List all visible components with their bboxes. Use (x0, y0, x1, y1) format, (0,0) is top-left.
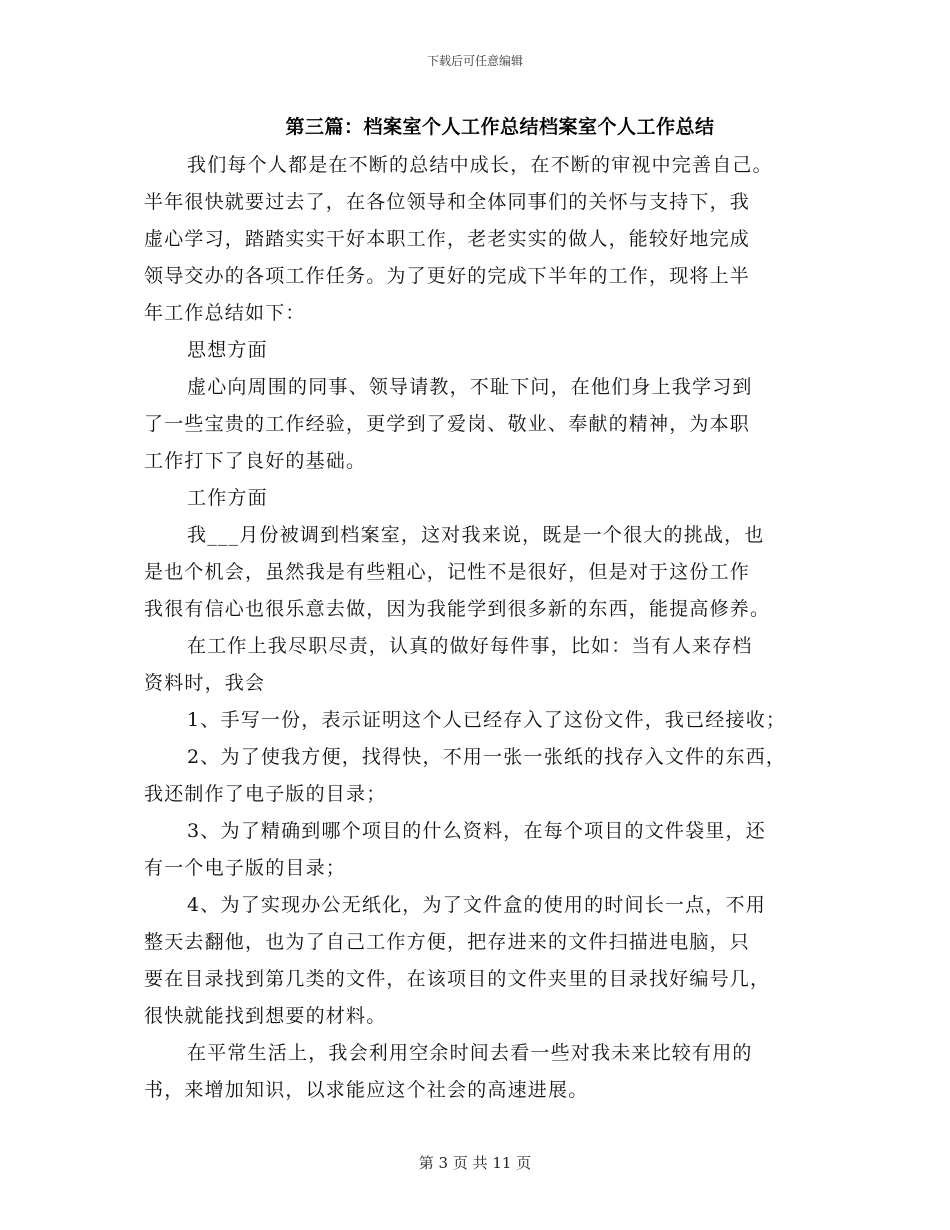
paragraph-line: 我___月份被调到档案室，这对我来说，既是一个很大的挑战，也 (187, 524, 765, 546)
paragraph-line: 书，来增加知识，以求能应这个社会的高速进展。 (144, 1079, 589, 1101)
paragraph-line: 了一些宝贵的工作经验，更学到了爱岗、敬业、奉献的精神，为本职 (144, 413, 751, 435)
paragraph-line: 很快就能找到想要的材料。 (144, 1005, 387, 1027)
list-item-1: 1、手写一份，表示证明这个人已经存入了这份文件，我已经接收； (187, 709, 787, 731)
page-number-footer: 第 3 页 共 11 页 (418, 1154, 532, 1172)
paragraph-line: 在平常生活上，我会利用空余时间去看一些对我未来比较有用的 (187, 1042, 753, 1064)
paragraph-line: 是也个机会，虽然我是有些粗心，记性不是很好，但是对于这份工作 (144, 561, 751, 583)
paragraph-line: 虚心学习，踏踏实实干好本职工作，老老实实的做人，能较好地完成 (144, 228, 751, 250)
paragraph-line: 半年很快就要过去了，在各位领导和全体同事们的关怀与支持下，我 (144, 191, 751, 213)
paragraph-line: 我还制作了电子版的目录； (144, 783, 387, 805)
paragraph-line: 整天去翻他，也为了自己工作方便，把存进来的文件扫描进电脑，只 (144, 931, 751, 953)
paragraph-line: 虚心向周围的同事、领导请教，不耻下问，在他们身上我学习到 (187, 376, 753, 398)
list-item-3: 3、为了精确到哪个项目的什么资料，在每个项目的文件袋里，还 (187, 820, 766, 842)
paragraph-line: 工作打下了良好的基础。 (144, 450, 367, 472)
document-body (144, 147, 812, 1109)
paragraph-line: 领导交办的各项工作任务。为了更好的完成下半年的工作，现将上半 (144, 265, 751, 287)
document-title: 第三篇：档案室个人工作总结档案室个人工作总结 (285, 116, 715, 138)
paragraph-line: 我很有信心也很乐意去做，因为我能学到很多新的东西，能提高修养。 (144, 598, 771, 620)
section-heading-thought: 思想方面 (187, 339, 268, 361)
list-item-2: 2、为了使我方便，找得快，不用一张一张纸的找存入文件的东西， (187, 746, 787, 768)
paragraph-line: 我们每个人都是在不断的总结中成长，在不断的审视中完善自己。 (187, 154, 773, 176)
paragraph-line: 要在目录找到第几类的文件，在该项目的文件夹里的目录找好编号几， (144, 968, 771, 990)
paragraph-line: 资料时，我会 (144, 672, 266, 694)
paragraph-line: 有一个电子版的目录； (144, 857, 347, 879)
paragraph-line: 在工作上我尽职尽责，认真的做好每件事，比如：当有人来存档 (187, 635, 753, 657)
page-header-note: 下载后可任意编辑 (426, 54, 523, 68)
section-heading-work: 工作方面 (187, 487, 268, 509)
list-item-4: 4、为了实现办公无纸化，为了文件盒的使用的时间长一点，不用 (187, 894, 766, 916)
paragraph-line: 年工作总结如下： (144, 302, 306, 324)
